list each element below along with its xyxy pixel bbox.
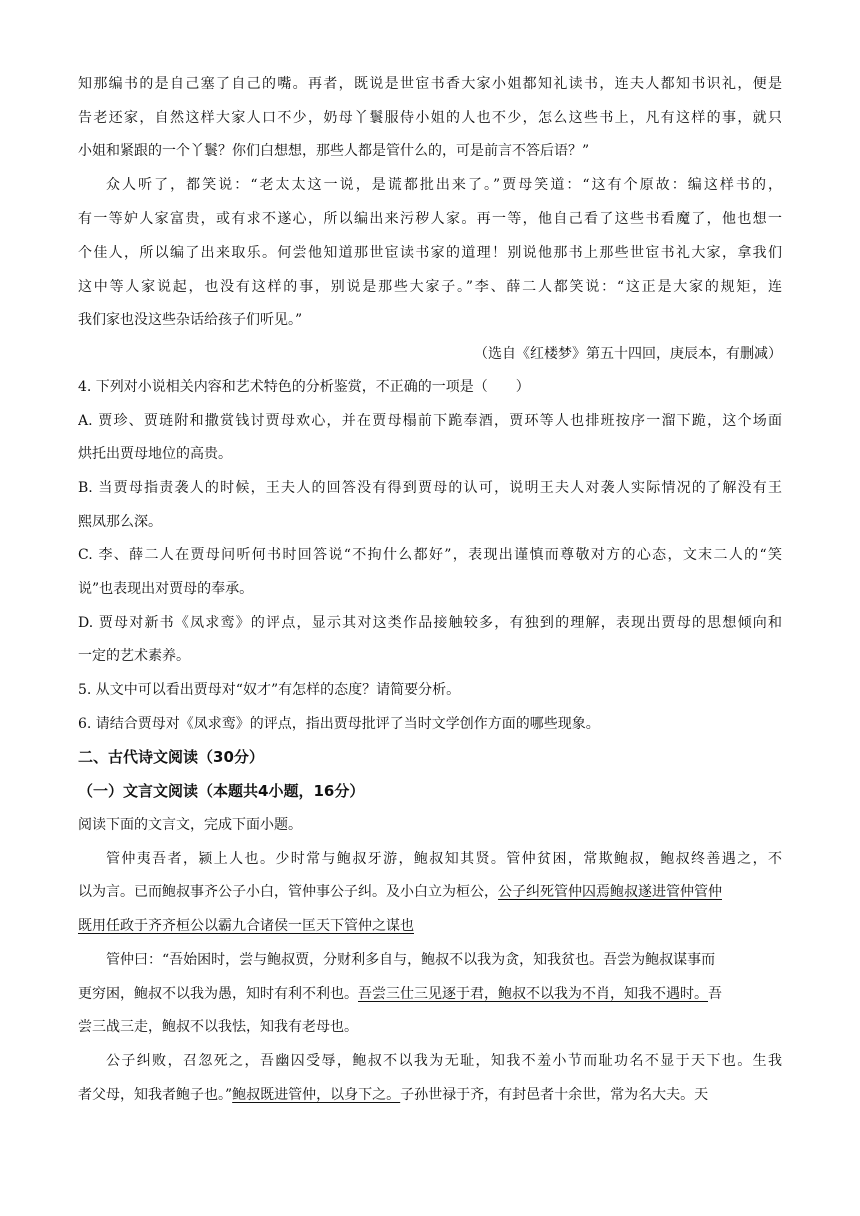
passage-line: 这中等人家说起，也没有这样的事，别说是那些大家子。”李、薛二人都笑说：“这正是大家的规矩，连 [78, 279, 782, 295]
question-6: 6. 请结合贾母对《凤求鸾》的评点，指出贾母批评了当时文学创作方面的哪些现象。 [78, 716, 600, 732]
underlined-sentence: 鲍叔既进管仲，以身下之。 [232, 1087, 401, 1103]
classical-line: 者父母，知我者鲍子也。”鲍叔既进管仲，以身下之。子孙世禄于齐，有封邑者十余世，常为名大夫。天 [78, 1087, 709, 1103]
underlined-sentence: 吾尝三仕三见逐于君，鲍叔不以我为不肖，知我不遇时。 [358, 986, 708, 1002]
passage-line: 个佳人，所以编了出来取乐。何尝他知道那世宦读书家的道理！别说他那书上那些世宦书礼大家，拿我们 [78, 245, 782, 261]
classical-line: 公子纠败，召忽死之，吾幽囚受辱，鲍叔不以我为无耻，知我不羞小节而耻功名不显于天下也。生我 [106, 1053, 782, 1069]
underlined-sentence: 公子纠死管仲囚焉鲍叔遂进管仲管仲 [498, 884, 722, 900]
passage-line: 小姐和紧跟的一个丫鬟？你们白想想，那些人都是管什么的，可是前言不答后语？” [78, 143, 590, 159]
option-a: A. 贾珍、贾琏附和撒赏钱讨贾母欢心，并在贾母榻前下跪奉酒，贾环等人也排班按序一溜下跪，这个场面 [78, 413, 782, 429]
classical-line [78, 915, 782, 937]
passage-line: 众人听了，都笑说：“老太太这一说，是谎都批出来了。”贾母笑道：“这有个原故：编这样书的， [106, 177, 782, 193]
passage-line: 告老还家，自然这样大家人口不少，奶母丫鬟服侍小姐的人也不少，怎么这些书上，凡有这样的事，就只 [78, 110, 782, 126]
section-heading: 二、古代诗文阅读（30分） [78, 748, 264, 766]
classical-line: 管仲夷吾者，颍上人也。少时常与鲍叔牙游，鲍叔知其贤。管仲贫困，常欺鲍叔，鲍叔终善遇之，不 [106, 851, 782, 867]
option-b-cont: 熙凤那么深。 [78, 514, 162, 530]
classical-line: 尝三战三走，鲍叔不以我怯，知我有老母也。 [78, 1019, 358, 1035]
source-citation: （选自《红楼梦》第五十四回，庚辰本，有删减） [474, 346, 782, 362]
classical-line: 管仲曰：“吾始困时，尝与鲍叔贾，分财利多自与，鲍叔不以我为贪，知我贫也。吾尝为鲍叔谋事而 [106, 952, 716, 968]
subsection-heading: （一）文言文阅读（本题共4小题，16分） [78, 782, 365, 800]
option-c-cont: 说”也表现出对贾母的奉承。 [78, 581, 254, 597]
option-a-cont: 烘托出贾母地位的高贵。 [78, 446, 232, 462]
passage-line: 我们家也没这些杂话给孩子们听见。” [78, 312, 303, 328]
passage-line: 有一等妒人家富贵，或有求不遂心，所以编出来污秽人家。再一等，他自己看了这些书看魔了，他也想一 [78, 211, 782, 227]
passage-line: 知那编书的是自己塞了自己的嘴。再者，既说是世宦书香大家小姐都知礼读书，连夫人都知书识礼，便是 [78, 76, 782, 92]
underlined-sentence: 既用任政于齐齐桓公以霸九合诸侯一匡天下管仲之谋也 [78, 918, 414, 934]
question-5: 5. 从文中可以看出贾母对“奴才”有怎样的态度？请简要分析。 [78, 682, 461, 698]
emphasis-dot-char: 贾 [295, 952, 310, 968]
option-c: C. 李、薛二人在贾母问听何书时回答说“不拘什么都好”，表现出谨慎而尊敬对方的心态，文末二人的“笑 [78, 547, 782, 563]
option-b: B. 当贾母指责袭人的时候，王夫人的回答没有得到贾母的认可，说明王夫人对袭人实际情况的了解没有王 [78, 480, 782, 496]
option-d: D. 贾母对新书《凤求鸾》的评点，显示其对这类作品接触较多，有独到的理解，表现出贾母的思想倾向和 [78, 615, 782, 631]
classical-line: 以为言。已而鲍叔事齐公子小白，管仲事公子纠。及小白立为桓公，公子纠死管仲囚焉鲍叔遂进管仲管仲 [78, 884, 722, 900]
question-4-stem: 4. 下列对小说相关内容和艺术特色的分析鉴赏，不正确的一项是（ ） [78, 379, 530, 395]
reading-instruction: 阅读下面的文言文，完成下面小题。 [78, 817, 302, 833]
classical-line: 更穷困，鲍叔不以我为愚，知时有利不利也。吾尝三仕三见逐于君，鲍叔不以我为不肖，知我不遇时。吾 [78, 986, 722, 1002]
option-d-cont: 一定的艺术素养。 [78, 648, 190, 664]
